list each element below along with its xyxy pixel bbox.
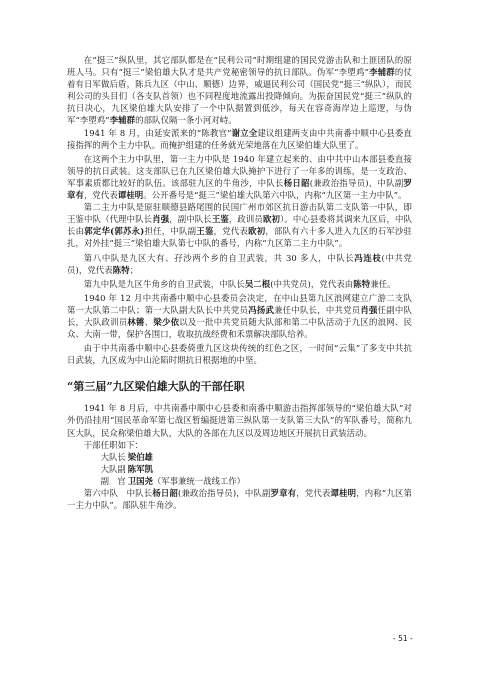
text-run: (兼政治指导员)，中队副 — [178, 488, 271, 498]
staff-note: （军事兼统一战线工作） — [152, 475, 246, 486]
person-name: 杨日韶 — [152, 488, 179, 498]
person-name: 李辅群 — [368, 67, 395, 78]
text-run: 建议组建两支由中共南番中顺中心县委直接指挥的两个主力中队。而掩护组建的任务就光荣地落在九区梁伯雄大队里了。 — [67, 127, 412, 150]
text-run: 兼任。 — [370, 278, 396, 289]
text-run: 第九中队是九区牛角乡的自卫武装，中队长 — [83, 278, 245, 289]
staff-name: 卫国尧 — [127, 475, 153, 486]
person-name: 欧初 — [262, 214, 280, 225]
paragraph — [67, 402, 412, 438]
person-name: 王鉴 — [196, 226, 214, 237]
text-run: 的部队仅隔一条小河对峙。 — [135, 115, 237, 126]
staff-role: 大队副 — [100, 463, 126, 474]
page-number: - 51 - — [393, 634, 413, 643]
person-name: 谭桂明 — [117, 190, 144, 201]
text-run: 第二主力中队是原驻顺德县路尾围的民国广州市郊区抗日游击队第二支队第一中队，即王鉴中队（代理中队长 — [67, 202, 412, 225]
text-run: 第八中队是九区大有、孖沙两个乡的自卫武装，共 30 多人，中队长 — [83, 252, 355, 263]
staff-role: 大队长 — [100, 451, 126, 462]
text-run: ，党代表 — [213, 226, 249, 237]
body-text — [67, 54, 412, 511]
staff-name: 梁伯雄 — [127, 451, 153, 462]
person-name: 冯扬武 — [248, 304, 275, 315]
text-run: 担任，中队副 — [144, 226, 197, 237]
staff-role: 副 官 — [100, 475, 126, 486]
text-run: 第六中队 中队长 — [83, 488, 153, 498]
text-run: ； — [129, 264, 139, 275]
person-name: 肖强 — [360, 304, 378, 315]
text-run: 任副中队长，大队政训员 — [67, 304, 412, 327]
text-run: 。公开番号是“挺三”梁伯雄大队第六中队，内称“九区第一主力中队”。 — [143, 190, 407, 201]
person-name: 罗章有 — [67, 177, 413, 201]
staff-row — [67, 463, 412, 475]
text-run: 干部任职如下： — [83, 439, 144, 450]
paragraph — [67, 278, 412, 290]
person-name: 陈特 — [353, 278, 371, 289]
person-name: 冯连枝 — [354, 252, 382, 263]
person-name: 陈特 — [112, 264, 130, 275]
person-name: 杨日韶 — [283, 177, 310, 188]
paragraph — [67, 54, 412, 127]
text-run: 由于中共南番中顺中心县委倚重九区这块传统的红色之区，一时间“云集”了多支中共抗日武装，九区成为中山沦陷时期抗日根据地的中坚。 — [67, 343, 412, 366]
text-run: ，部队有六十多人进入九区的石军沙驻扎，对外挂“挺三”梁伯雄大队第七中队的番号，内称“九区第二主力中队”。 — [67, 226, 412, 249]
section-heading: “第三届”九区梁伯雄大队的干部任职 — [67, 380, 245, 394]
text-run: ）。中心县委将其调来九区后，中队长由 — [67, 214, 413, 237]
staff-name: 陈军凯 — [127, 463, 153, 474]
text-run: 在“挺三”纵队里，其它部队都是在“民利公司”时期组建的国民党游击队和土匪团队的原班人马。只有“挺三”梁伯雄大队才是共产党秘密领导的抗日部队。伪军“李塱鸡” — [67, 55, 412, 78]
text-run: ，政训员 — [228, 214, 263, 225]
text-run: 在这两个主力中队里，第一主力中队是 1940 年建立起来的、由中共中山本部县委直接领导的抗日武装。这支部队已在九区梁伯雄大队掩护下进行了一年多的训练，是一支政治、军事素质都比较好的队伍。该部驻九区的牛角沙，中队长 — [67, 153, 412, 188]
person-name: 林锵 — [127, 316, 145, 327]
person-name: 王鉴 — [211, 214, 229, 225]
text-run: 以及一批中共党员随大队部和第二中队活动于九区的浪网、民众、大南一带，保护各围口，收取抗战经费和禾票解决部队给养。 — [67, 316, 413, 340]
person-name: 梁少依 — [153, 316, 180, 327]
text-run: ，内称“九区第一主力中队”。部队驻牛角沙。 — [67, 488, 412, 511]
paragraph — [67, 292, 412, 340]
person-name: 吴二根 — [244, 278, 271, 289]
text-run: 的仗着有日军做后盾，陈兵九区（中山、顺德）边界，威逼民利公司（国民党“挺三”纵队），而民利公司的头目们（各支队首领）也不同程度地流露出投降倾向。为振奋国民党“挺三”纵队的抗日决心，九区梁伯雄大队安排了一个中队据置到低沙，每天在容奇海岸边上巡逻，与伪军“李塱鸡” — [67, 67, 412, 126]
person-name: 郭定华(郭苏永) — [84, 226, 145, 237]
text-run: ，副中队长 — [169, 214, 212, 225]
staff-row — [67, 475, 412, 487]
staff-list — [67, 451, 412, 487]
text-run: ，党代表 — [296, 488, 331, 498]
person-name: 欧初 — [248, 226, 266, 237]
text-run: 1941 年 8 月后，中共南番中顺中心县委和南番中顺游击指挥部领导的“梁伯雄大队”对外仍沿挂用“国民革命军第七战区暂编挺进第三纵队第一支队第三大队”的军队番号，简称九区大队，民众称梁伯雄大队，大队的各部在九区以及周边地区开展抗日武装活动。 — [67, 403, 412, 438]
person-name: 罗章有 — [270, 488, 297, 498]
paragraph — [67, 439, 412, 451]
paragraph — [67, 487, 412, 511]
staff-row — [67, 451, 412, 463]
person-name: 肖强 — [152, 214, 170, 225]
person-name: 谢立全 — [231, 127, 258, 138]
text-run: (中共党员)，党代表由 — [270, 278, 354, 289]
text-run: (兼政治指导员)，中队副 — [309, 177, 404, 188]
person-name: 李辅群 — [109, 115, 136, 126]
paragraph — [67, 201, 412, 249]
text-run: 1941 年 8 月，由延安派来的“陈教官” — [83, 127, 232, 138]
person-name: 谭桂明 — [330, 488, 357, 498]
paragraph — [67, 153, 412, 201]
text-run: (中共党员)，党代表 — [67, 252, 412, 275]
text-run: 、 — [144, 316, 154, 327]
paragraph — [67, 252, 412, 276]
text-run: 1940 年 12 月中共南番中顺中心县委员会决定，在中山县第九区浪网建立广游二支队第一大队第二中队；第一大队副大队长中共党员 — [67, 292, 412, 315]
paragraph — [67, 127, 412, 151]
text-run: ，党代表 — [83, 190, 118, 201]
text-run: 兼任中队长，中共党员 — [274, 304, 361, 315]
paragraph — [67, 342, 412, 366]
